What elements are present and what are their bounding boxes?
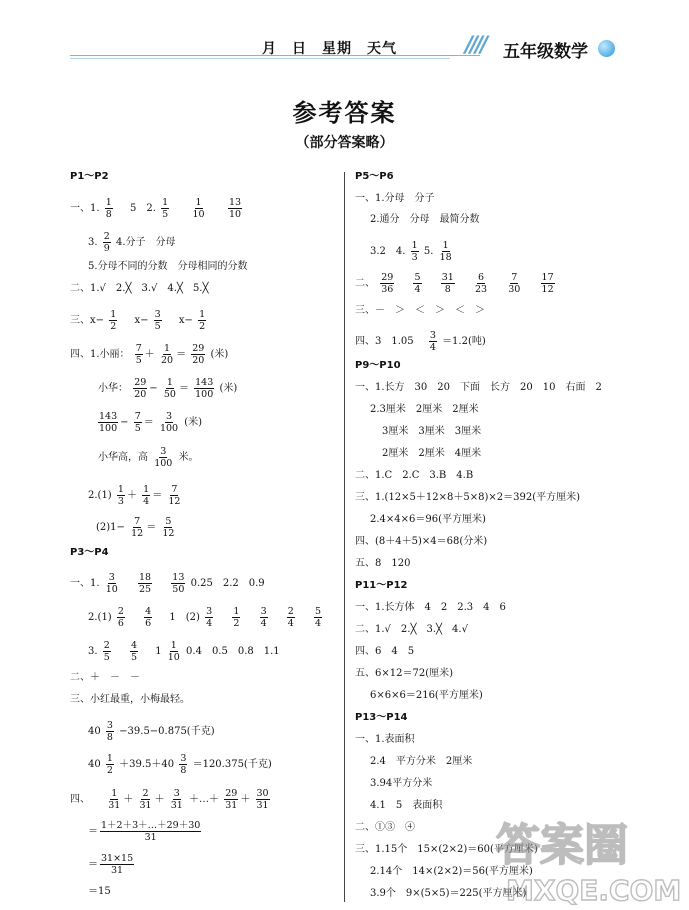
- denominator: 3: [117, 496, 124, 507]
- answer-line: [88, 720, 215, 743]
- fraction: [205, 606, 213, 629]
- numerator: 2: [287, 606, 294, 617]
- text: 三、x−: [70, 315, 105, 326]
- fraction: [103, 231, 111, 254]
- denominator: 100: [159, 423, 179, 434]
- denominator: 8: [105, 209, 112, 220]
- denominator: 12: [162, 528, 175, 539]
- numerator: 5: [315, 606, 322, 617]
- fraction: [232, 606, 240, 629]
- answer-line: 2.(1) $\frac{1}{3}$ ＋ $\frac{1}{4}$ ＝ $\frac{7}{12}$: [88, 484, 181, 507]
- denominator: 4: [206, 618, 213, 629]
- numerator: 30: [256, 788, 269, 799]
- denominator: 31: [139, 800, 152, 811]
- numerator: 1: [110, 309, 117, 320]
- section-p11-p12: P11～P12: [355, 580, 408, 591]
- fraction: [194, 377, 214, 400]
- fraction: [163, 377, 177, 400]
- fraction: [106, 720, 114, 743]
- fraction: [260, 606, 268, 629]
- answer-line: 四、(8＋4＋5)×4＝68(分米): [355, 536, 488, 547]
- denominator: 50: [163, 389, 176, 400]
- fraction: [167, 640, 181, 663]
- numerator: 1: [170, 640, 177, 651]
- answer-line: 三、1.15个 15×(2×2)＝60(平方厘米): [355, 844, 538, 855]
- numerator: 1: [195, 197, 202, 208]
- answer-line: 四、1.小丽： $\frac{7}{5}$ ＋ $\frac{1}{20}$ ＝ $\frac{29}{20}$ (米): [70, 343, 229, 366]
- denominator: 5: [162, 209, 169, 220]
- denominator: 10: [105, 584, 118, 595]
- answer-line: 3.9个 9×(5×5)＝225(平方厘米): [370, 888, 527, 899]
- answer-line: ＝ $\frac{1+2+3+\dots+29+30}{31}$: [88, 820, 201, 843]
- text: 5.: [423, 246, 434, 257]
- text: ＋…＋: [189, 794, 220, 805]
- answer-line: 5.分母不同的分数 分母相同的分数: [88, 261, 248, 272]
- numerator: 1: [162, 197, 169, 208]
- text: 0.4 0.5 0.8 1.1: [186, 646, 280, 657]
- answer-line: 五、8 120: [355, 558, 411, 569]
- answer-line: ＝ $\frac{31\times 15}{31}$: [88, 853, 134, 876]
- fraction: [441, 272, 455, 295]
- denominator: 31: [225, 800, 238, 811]
- text: (2)1−: [96, 522, 125, 533]
- text: 四、3 1.05: [355, 336, 424, 347]
- answer-line: [70, 572, 265, 595]
- text: 一、1.: [70, 203, 100, 214]
- fraction: [161, 197, 169, 220]
- fraction: [117, 606, 125, 629]
- answer-line: 四、6 4 5: [355, 646, 415, 657]
- text: x−: [178, 315, 193, 326]
- fraction: [130, 516, 144, 539]
- denominator: 4: [414, 284, 421, 295]
- answer-line: 一、1.表面积: [355, 734, 415, 745]
- denominator: 25: [139, 584, 152, 595]
- page-title: 参考答案: [292, 99, 397, 127]
- denominator: 6: [145, 618, 152, 629]
- answer-line: 五、6×12＝72(厘米): [355, 668, 453, 679]
- fraction: [117, 484, 125, 507]
- denominator: 20: [160, 355, 174, 366]
- numerator: 1: [106, 753, 113, 764]
- text: 5 2.: [129, 203, 156, 214]
- denominator: 8: [180, 765, 187, 776]
- denominator: 5: [103, 652, 110, 663]
- denominator: 3: [411, 252, 418, 263]
- answer-line: 4.1 5 表面积: [370, 800, 443, 811]
- text: 3.: [88, 237, 98, 248]
- header-rule-secondary: [70, 58, 450, 59]
- fraction: [106, 753, 114, 776]
- answer-line: 二、1.C 2.C 3.B 4.B: [355, 470, 474, 481]
- fraction: [134, 411, 142, 434]
- numerator: 3: [173, 788, 180, 799]
- answer-line: ＝15: [88, 886, 111, 897]
- denominator: 31: [256, 800, 269, 811]
- fraction: [135, 343, 143, 366]
- denominator: 36: [381, 284, 394, 295]
- fraction: [138, 572, 152, 595]
- denominator: 5: [134, 423, 141, 434]
- answer-line: 三、1.(12×5＋12×8＋5×8)×2＝392(平方厘米): [355, 492, 581, 503]
- numerator: 18: [139, 572, 152, 583]
- numerator: 4: [130, 640, 138, 651]
- answer-line: 四、 $\frac{1}{31}$ ＋ $\frac{2}{31}$ ＋ $\frac{3}{31}$ ＋…＋ $\frac{29}{31}$ ＋ $\frac{30}{31}$: [70, 788, 269, 811]
- text: (米): [184, 417, 203, 428]
- text: 2.(1): [88, 612, 112, 623]
- numerator: 6: [478, 272, 485, 283]
- numerator: 13: [172, 572, 185, 583]
- header-dot-icon: [598, 40, 615, 57]
- numerator: 29: [192, 343, 205, 354]
- text: (米): [210, 349, 229, 360]
- denominator: 100: [99, 423, 118, 434]
- denominator: 10: [167, 652, 180, 663]
- fraction: [98, 411, 118, 434]
- numerator: 3: [180, 753, 187, 764]
- answer-line: [88, 231, 176, 254]
- fraction: [105, 197, 113, 220]
- numerator: 2: [103, 231, 110, 242]
- fraction: [474, 272, 488, 295]
- fraction: [179, 753, 187, 776]
- numerator: 7: [171, 484, 178, 495]
- fraction: [167, 484, 181, 507]
- answer-line: 三、－ ＞ ＜ ＞ ＜ ＞: [355, 305, 485, 316]
- fraction: [159, 411, 179, 434]
- answer-line: 二、①③ ④: [355, 822, 415, 833]
- numerator: 13: [228, 197, 242, 208]
- denominator: 5: [130, 652, 138, 663]
- section-p13-p14: P13～P14: [355, 712, 408, 723]
- fraction: [138, 788, 152, 811]
- fraction: [429, 330, 437, 353]
- answer-line: [355, 272, 557, 295]
- numerator: 3: [106, 720, 113, 731]
- fraction: [191, 343, 205, 366]
- answer-line: 三、小红最重，小梅最轻。: [70, 694, 190, 705]
- denominator: 8: [106, 732, 113, 743]
- text: 1: [155, 646, 162, 657]
- text: −39.5−0.875(千克): [119, 726, 215, 737]
- fraction: [314, 606, 322, 629]
- column-divider: [344, 172, 345, 902]
- answer-line: 一、1.分母 分子: [355, 193, 435, 204]
- text: 二、: [355, 278, 375, 289]
- fraction: [413, 272, 421, 295]
- denominator: 10: [192, 209, 205, 220]
- answer-line: 6×6×6＝216(平方厘米): [370, 690, 483, 701]
- fraction: [380, 272, 394, 295]
- fraction: [198, 309, 206, 332]
- numerator: 3: [108, 572, 115, 583]
- text: 3.2 4.: [370, 246, 406, 257]
- denominator: 31: [170, 800, 183, 811]
- denominator: 12: [168, 496, 181, 507]
- numerator: 1: [163, 343, 171, 354]
- denominator: 20: [134, 389, 147, 400]
- numerator: 3: [260, 606, 267, 617]
- numerator: 7: [134, 516, 141, 527]
- fraction: [507, 272, 521, 295]
- answer-line: [370, 240, 455, 263]
- text: 4.分子 分母: [115, 237, 176, 248]
- text: ＋39.5＋40: [119, 759, 175, 770]
- section-p9-p10: P9～P10: [355, 360, 401, 371]
- numerator: 31×15: [101, 853, 134, 864]
- text: 小华：: [98, 383, 128, 394]
- numerator: 3: [206, 606, 213, 617]
- answer-line: 二、1.√ 2.╳ 3.√ 4.╳ 5.╳: [70, 283, 209, 294]
- denominator: 31: [144, 832, 157, 843]
- fraction: [133, 377, 147, 400]
- fraction: [105, 572, 119, 595]
- denominator: 12: [131, 528, 144, 539]
- denominator: 9: [103, 243, 110, 254]
- watermark-text: 答案圈: [496, 820, 628, 871]
- numerator: 3: [154, 309, 161, 320]
- denominator: 5: [135, 355, 142, 366]
- answer-line: [98, 446, 199, 469]
- numerator: 143: [195, 377, 214, 388]
- denominator: 4: [287, 618, 294, 629]
- denominator: 2: [110, 321, 117, 332]
- denominator: 31: [108, 800, 121, 811]
- numerator: 2: [103, 640, 110, 651]
- answer-line: 2.14个 14×(2×2)＝56(平方厘米): [370, 866, 533, 877]
- fraction: [287, 606, 295, 629]
- fraction: [109, 309, 117, 332]
- numerator: 7: [511, 272, 518, 283]
- fraction: [411, 240, 419, 263]
- section-p5-p6: P5～P6: [355, 171, 394, 182]
- numerator: 29: [134, 377, 147, 388]
- text: x−: [134, 315, 149, 326]
- answer-line: [70, 309, 208, 332]
- text: 1 (2): [169, 612, 200, 623]
- section-p1-p2: P1～P2: [70, 171, 109, 182]
- answer-line: (2)1− $\frac{7}{12}$ ＝ $\frac{5}{12}$: [96, 516, 175, 539]
- denominator: 4: [429, 342, 436, 353]
- text: 3.: [88, 646, 98, 657]
- answer-line: 2.通分 分母 最简分数: [370, 214, 480, 225]
- denominator: 18: [439, 252, 452, 263]
- numerator: 7: [134, 411, 141, 422]
- numerator: 1: [117, 484, 124, 495]
- numerator: 7: [135, 343, 142, 354]
- answer-line: [88, 606, 324, 629]
- numerator: 143: [99, 411, 118, 422]
- watermark-url: MXQE.COM: [506, 874, 682, 907]
- fraction: [191, 197, 205, 220]
- fraction: [100, 853, 134, 876]
- numerator: 1: [166, 377, 173, 388]
- fraction: [228, 197, 242, 220]
- answer-line: $\frac{143}{100}$ − $\frac{7}{5}$ ＝ $\frac{3}{100}$ (米): [99, 411, 203, 434]
- denominator: 2: [233, 618, 240, 629]
- answer-line: 2.4×4×6＝96(平方厘米): [370, 514, 486, 525]
- fraction: [171, 572, 185, 595]
- answer-line: 二、＋ － －: [70, 672, 140, 683]
- answer-line: [355, 330, 486, 353]
- fraction: [153, 446, 173, 469]
- answer-line: 2厘米 2厘米 4厘米: [382, 448, 482, 459]
- fraction: [256, 788, 270, 811]
- text: 0.25 2.2 0.9: [190, 578, 265, 589]
- fraction: [154, 309, 162, 332]
- fraction: [107, 788, 121, 811]
- denominator: 20: [192, 355, 205, 366]
- header-grade: 五年级数学: [503, 42, 588, 62]
- fraction: [130, 640, 138, 663]
- page-subtitle: （部分答案略）: [295, 135, 394, 151]
- denominator: 2: [199, 321, 206, 332]
- numerator: 1: [111, 788, 118, 799]
- denominator: 100: [195, 389, 214, 400]
- denominator: 5: [154, 321, 161, 332]
- fraction: [144, 606, 152, 629]
- numerator: 29: [225, 788, 238, 799]
- text: 四、1.小丽：: [70, 349, 130, 360]
- text: 一、1.: [70, 578, 100, 589]
- fraction: [142, 484, 150, 507]
- answer-line: [70, 197, 244, 220]
- answer-line: [88, 640, 280, 663]
- answer-line: 一、1.长方 30 20 下面 长方 20 10 右面 2: [355, 382, 602, 393]
- denominator: 4: [315, 618, 322, 629]
- numerator: 1: [411, 240, 418, 251]
- answer-line: 二、1.√ 2.╳ 3.╳ 4.√: [355, 624, 468, 635]
- numerator: 1＋2＋3＋…＋29＋30: [101, 820, 201, 831]
- fraction: [439, 240, 453, 263]
- numerator: 1: [233, 606, 240, 617]
- fraction: [224, 788, 238, 811]
- text: 小华高，高: [98, 452, 148, 463]
- numerator: 5: [165, 516, 172, 527]
- fraction: [541, 272, 555, 295]
- denominator: 6: [117, 618, 124, 629]
- fraction: [103, 640, 111, 663]
- numerator: 3: [165, 411, 173, 422]
- numerator: 1: [199, 309, 206, 320]
- answer-line: 2.3厘米 2厘米 2厘米: [370, 404, 479, 415]
- text: 米。: [178, 452, 199, 463]
- denominator: 8: [444, 284, 451, 295]
- numerator: 3: [429, 330, 436, 341]
- numerator: 1: [143, 484, 150, 495]
- numerator: 4: [145, 606, 152, 617]
- header-date-label: 月 日 星期 天气: [262, 41, 397, 57]
- answer-line: 一、1.长方体 4 2 2.3 4 6: [355, 602, 506, 613]
- fraction: [100, 820, 201, 843]
- denominator: 12: [541, 284, 554, 295]
- denominator: 10: [228, 209, 242, 220]
- answer-line: 3.94平方分米: [370, 778, 433, 789]
- numerator: 17: [541, 272, 554, 283]
- fraction: [160, 343, 174, 366]
- numerator: 29: [381, 272, 394, 283]
- numerator: 3: [160, 446, 167, 457]
- denominator: 30: [508, 284, 521, 295]
- text: ＝1.2(吨): [442, 336, 486, 347]
- denominator: 4: [260, 618, 267, 629]
- answer-line: 2.4 平方分米 2厘米: [370, 756, 473, 767]
- text: ＝120.375(千克): [192, 759, 272, 770]
- text: 40: [88, 726, 101, 737]
- numerator: 1: [105, 197, 112, 208]
- fraction: [170, 788, 184, 811]
- denominator: 50: [172, 584, 185, 595]
- section-p3-p4: P3～P4: [70, 547, 109, 558]
- numerator: 2: [142, 788, 149, 799]
- denominator: 100: [154, 458, 173, 469]
- numerator: 31: [441, 272, 454, 283]
- answer-line: [88, 753, 272, 776]
- denominator: 23: [474, 284, 488, 295]
- header-slashes-decoration: ////: [465, 33, 486, 58]
- text: 2.(1): [88, 490, 112, 501]
- denominator: 31: [111, 865, 124, 876]
- numerator: 1: [442, 240, 449, 251]
- text: 40: [88, 759, 101, 770]
- fraction: [161, 516, 175, 539]
- denominator: 2: [106, 765, 113, 776]
- denominator: 4: [143, 496, 150, 507]
- answer-line: 小华： $\frac{29}{20}$ − $\frac{1}{50}$ ＝ $\frac{143}{100}$ (米): [98, 377, 238, 400]
- numerator: 2: [117, 606, 124, 617]
- answer-line: 3厘米 3厘米 3厘米: [382, 426, 482, 437]
- text: 四、: [70, 794, 90, 805]
- numerator: 5: [414, 272, 421, 283]
- text: (米): [219, 383, 238, 394]
